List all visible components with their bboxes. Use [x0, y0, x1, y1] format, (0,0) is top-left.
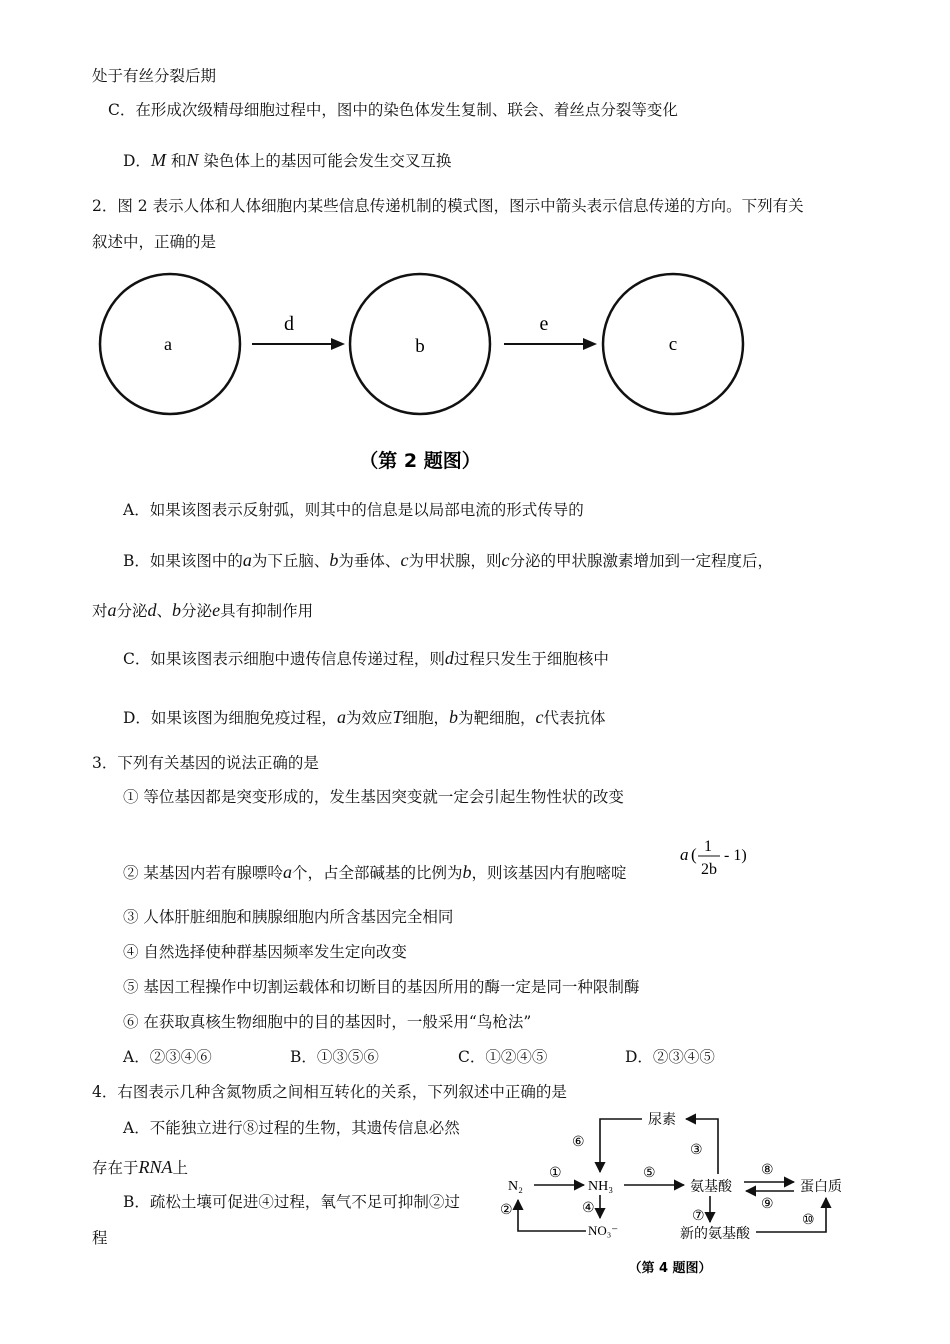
step-6: ⑥: [572, 1135, 585, 1150]
q4-option-b-line1: B．疏松土壤可促进④过程，氧气不足可抑制②过: [123, 1193, 460, 1211]
step-5: ⑤: [643, 1166, 656, 1181]
var-m: M: [150, 150, 166, 170]
var-c: c: [535, 707, 544, 727]
text-segment: 存在于: [92, 1159, 139, 1177]
q3-statement-1: ① 等位基因都是突变形成的，发生基因突变就一定会引起生物性状的改变: [123, 788, 624, 806]
var-rna: RNA: [138, 1157, 173, 1177]
text-segment: ，则该基因内有胞嘧啶: [471, 864, 627, 882]
node-amino-acid: 氨基酸: [690, 1180, 732, 1195]
node-n2: N₂: [508, 1179, 523, 1194]
step-10: ⑩: [802, 1213, 815, 1228]
q4-figure: [500, 1102, 880, 1286]
var-c: c: [501, 550, 510, 570]
q2-stem-line1: 2．图 2 表示人体和人体细胞内某些信息传递机制的模式图，图示中箭头表示信息传递的方向。下列有关: [92, 197, 804, 215]
step-4: ④: [582, 1201, 595, 1216]
node-label-b: b: [415, 336, 425, 357]
formula-minus-one: - 1): [724, 847, 747, 864]
text-segment: 、: [156, 602, 173, 620]
q1-option-d: [123, 150, 451, 171]
step-2: ②: [500, 1203, 513, 1218]
option-letter: D．: [123, 152, 151, 170]
var-a: a: [242, 550, 252, 570]
q2-option-d: [123, 707, 606, 728]
q3-stem: 3．下列有关基因的说法正确的是: [92, 754, 319, 772]
text-segment: B．如果该图中的: [123, 552, 243, 570]
cytosine-formula: [678, 836, 762, 888]
q3-statement-5: ⑤ 基因工程操作中切割运载体和切断目的基因所用的酶一定是同一种限制酶: [123, 978, 640, 996]
q4-option-a-line2: [92, 1157, 188, 1178]
arrow-urea-to-nh3: [600, 1119, 642, 1172]
var-b: b: [172, 600, 182, 620]
arrow-label-e: e: [539, 313, 549, 335]
arrowhead-d: [331, 338, 345, 350]
var-a: a: [336, 707, 346, 727]
text-segment: 和: [165, 152, 187, 170]
step-1: ①: [549, 1166, 562, 1181]
node-label-c: c: [668, 334, 678, 355]
var-e: e: [212, 600, 221, 620]
node-label-a: a: [164, 334, 172, 354]
step-7: ⑦: [692, 1209, 705, 1224]
figure-caption: （第 4 题图）: [628, 1261, 712, 1276]
q2-option-b-line1: [123, 550, 773, 571]
formula-denominator: 2b: [701, 861, 717, 878]
node-no3: NO₃⁻: [588, 1223, 619, 1238]
text-segment: 为甲状腺，则: [408, 552, 502, 570]
text-segment: 分泌的甲状腺激素增加到一定程度后，: [509, 552, 773, 570]
q3-statement-3: ③ 人体肝脏细胞和胰腺细胞内所含基因完全相同: [123, 908, 454, 926]
formula-open-paren: (: [691, 845, 697, 864]
text-segment: 分泌: [181, 602, 213, 620]
formula-numerator: 1: [704, 838, 712, 855]
var-d: d: [147, 600, 157, 620]
q2-option-c: [123, 648, 609, 669]
arrowhead-e: [583, 338, 597, 350]
figure-caption: （第 2 题图）: [359, 450, 481, 472]
var-a: a: [107, 600, 117, 620]
q1-option-c: C．在形成次级精母细胞过程中，图中的染色体发生复制、联会、着丝点分裂等变化: [108, 101, 678, 119]
var-b: b: [448, 707, 458, 727]
step-8: ⑧: [761, 1163, 774, 1178]
q3-option-c: C．①②④⑤: [458, 1048, 548, 1066]
text-segment: 代表抗体: [543, 709, 606, 727]
node-new-amino-acid: 新的氨基酸: [680, 1227, 750, 1242]
q4-stem: 4．右图表示几种含氮物质之间相互转化的关系，下列叙述中正确的是: [92, 1083, 567, 1101]
q1-continuation: 处于有丝分裂后期: [92, 67, 217, 85]
q2-option-b-line2: [92, 600, 313, 621]
q2-stem-line2: 叙述中，正确的是: [92, 233, 217, 251]
text-segment: 分泌: [116, 602, 148, 620]
text-segment: 染色体上的基因可能会发生交叉互换: [198, 152, 452, 170]
text-segment: C．如果该图表示细胞中遗传信息传递过程，则: [123, 650, 445, 668]
text-segment: 过程只发生于细胞核中: [453, 650, 609, 668]
q3-statement-2: [123, 862, 626, 883]
node-urea: 尿素: [648, 1113, 676, 1128]
text-segment: D．如果该图为细胞免疫过程，: [123, 709, 337, 727]
text-segment: 为效应: [345, 709, 393, 727]
node-protein: 蛋白质: [800, 1180, 842, 1195]
formula-a: a: [680, 845, 689, 864]
q2-figure: [90, 268, 760, 478]
q4-option-a-line1: A．不能独立进行⑧过程的生物，其遗传信息必然: [123, 1119, 460, 1137]
q3-option-b: B．①③⑤⑥: [290, 1048, 379, 1066]
var-t: T: [392, 707, 403, 727]
text-segment: 为下丘脑、: [251, 552, 330, 570]
text-segment: 具有抑制作用: [220, 602, 314, 620]
q4-option-b-line2: 程: [92, 1229, 108, 1247]
arrow-no3-to-n2: [518, 1200, 586, 1231]
q3-statement-6: ⑥ 在获取真核生物细胞中的目的基因时，一般采用“鸟枪法”: [123, 1013, 532, 1031]
text-segment: 对: [92, 602, 108, 620]
var-c: c: [400, 550, 409, 570]
text-segment: ② 某基因内若有腺嘌呤: [123, 864, 283, 882]
var-d: d: [444, 648, 454, 668]
var-a: a: [282, 862, 292, 882]
q3-option-d: D．②③④⑤: [625, 1048, 715, 1066]
var-b: b: [329, 550, 339, 570]
var-n: N: [186, 150, 199, 170]
q2-option-a: A．如果该图表示反射弧，则其中的信息是以局部电流的形式传导的: [123, 501, 584, 519]
step-3: ③: [690, 1143, 703, 1158]
text-segment: 为垂体、: [338, 552, 401, 570]
q3-statement-4: ④ 自然选择使种群基因频率发生定向改变: [123, 943, 407, 961]
text-segment: 个，占全部碱基的比例为: [291, 864, 463, 882]
text-segment: 上: [172, 1159, 189, 1177]
text-segment: 为靶细胞，: [457, 709, 536, 727]
step-9: ⑨: [761, 1197, 774, 1212]
node-nh3: NH₃: [588, 1179, 614, 1194]
arrow-label-d: d: [284, 313, 294, 335]
text-segment: 细胞，: [402, 709, 449, 727]
q3-option-a: A．②③④⑥: [123, 1048, 212, 1066]
var-b: b: [462, 862, 472, 882]
